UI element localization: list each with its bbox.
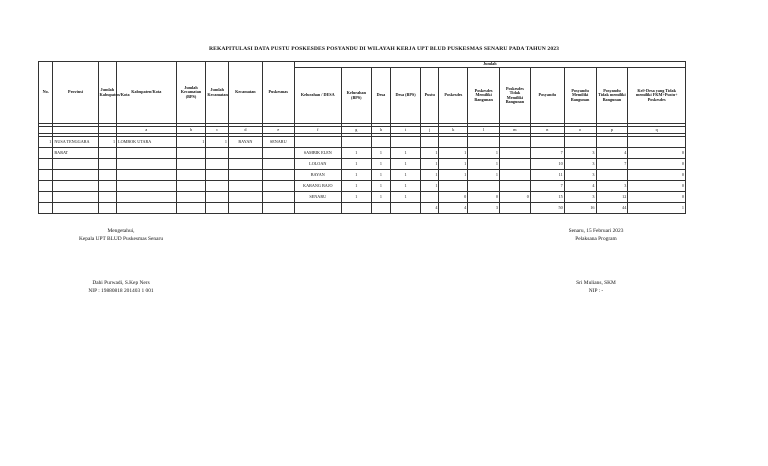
table-cell: 1 <box>420 170 438 181</box>
table-cell: 3 <box>468 203 500 214</box>
right-sig-name: Sri Mulians, SKM <box>576 280 616 286</box>
table-cell: LOMBOK UTARA <box>117 137 177 148</box>
table-cell <box>176 159 206 170</box>
table-cell <box>98 181 116 192</box>
column-header: Provinsi <box>53 62 98 124</box>
table-cell: 1 <box>439 159 468 170</box>
table-cell: 0 <box>468 192 500 203</box>
table-cell: 16 <box>564 203 596 214</box>
table-cell: 3 <box>564 159 596 170</box>
table-cell <box>564 137 596 148</box>
right-sig-date: Senaru, 15 Februari 2023 <box>568 228 624 234</box>
table-row <box>39 159 686 170</box>
left-sig-nip: NIP : 19880818 201403 1 001 <box>88 287 154 294</box>
table-cell: 15 <box>530 192 564 203</box>
table-cell <box>500 170 531 181</box>
table-cell <box>341 137 371 148</box>
left-signature-block <box>56 228 186 295</box>
table-cell <box>468 137 500 148</box>
table-cell <box>117 170 177 181</box>
table-cell <box>117 203 177 214</box>
table-cell: KARANG BAJO <box>294 181 341 192</box>
table-cell: BARAT <box>53 148 98 159</box>
table-cell <box>468 181 500 192</box>
table-cell: 11 <box>530 170 564 181</box>
column-header: Kelurahan (BPS) <box>341 68 371 124</box>
table-cell <box>206 203 229 214</box>
table-cell <box>294 137 341 148</box>
table-cell <box>53 159 98 170</box>
column-letter: m <box>500 127 531 134</box>
table-cell: 7 <box>530 181 564 192</box>
table-cell <box>176 181 206 192</box>
table-cell: 1 <box>391 159 421 170</box>
table-cell: BAYAN <box>228 137 262 148</box>
table-cell: 1 <box>98 137 116 148</box>
table-cell: 0 <box>628 148 686 159</box>
table-cell: 1 <box>420 148 438 159</box>
column-letter: d <box>228 127 262 134</box>
table-row <box>39 148 686 159</box>
table-cell <box>39 159 53 170</box>
table-cell <box>341 203 371 214</box>
table-cell <box>500 181 531 192</box>
table-cell: 1 <box>391 192 421 203</box>
column-letter: l <box>468 127 500 134</box>
table-cell: NUSA TENGGARA <box>53 137 98 148</box>
report-title: REKAPITULASI DATA PUSTU POSKESDES POSYANDU DI WILAYAH KERJA UPT BLUD PUSKESMAS SENARU PADA TAHUN 2023 <box>208 46 560 52</box>
table-cell <box>262 159 294 170</box>
table-cell: 1 <box>391 170 421 181</box>
table-cell: BAYAN <box>294 170 341 181</box>
table-cell <box>98 148 116 159</box>
column-header: Poskesdes Memiliki Bangunan <box>468 68 500 124</box>
table-cell <box>176 192 206 203</box>
table-cell <box>117 159 177 170</box>
table-row <box>39 170 686 181</box>
table-cell: 50 <box>530 203 564 214</box>
table-cell <box>439 137 468 148</box>
table-cell: SENARU <box>294 192 341 203</box>
table-cell: 4 <box>564 181 596 192</box>
table-cell: 1 <box>39 137 53 148</box>
table-cell <box>53 170 98 181</box>
left-sig-name: Dahi Purwadi, S.Kep Ners <box>92 280 150 286</box>
table-cell <box>39 203 53 214</box>
column-letter: a <box>117 127 177 134</box>
table-row <box>39 192 686 203</box>
table-cell <box>500 137 531 148</box>
table-cell <box>117 148 177 159</box>
table-cell: SAMBIK ELEN <box>294 148 341 159</box>
table-cell <box>206 181 229 192</box>
table-cell: 7 <box>596 159 628 170</box>
left-sig-ack: Mengetahui, <box>107 228 135 234</box>
table-cell <box>206 192 229 203</box>
table-cell: 1 <box>439 170 468 181</box>
column-letter <box>98 127 116 134</box>
column-letter: b <box>176 127 206 134</box>
table-cell <box>596 170 628 181</box>
table-cell <box>39 181 53 192</box>
column-header: Kecamatan <box>228 62 262 124</box>
table-cell: 1 <box>371 192 391 203</box>
column-header: Pustu <box>420 68 438 124</box>
table-cell <box>117 181 177 192</box>
table-cell: 1 <box>341 170 371 181</box>
table-cell <box>420 192 438 203</box>
column-letter: p <box>596 127 628 134</box>
table-cell: 1 <box>628 203 686 214</box>
column-header: No. <box>39 62 53 124</box>
table-cell <box>176 170 206 181</box>
right-signature-block <box>556 228 636 295</box>
table-cell <box>206 148 229 159</box>
column-header: Kelurahan / DESA <box>294 68 341 124</box>
table-cell: LOLOAN <box>294 159 341 170</box>
table-cell <box>98 203 116 214</box>
column-header: Posyandu Memiliki Bangunan <box>564 68 596 124</box>
column-header: Desa <box>371 68 391 124</box>
column-header: Kabupaten/Kota <box>117 62 177 124</box>
column-letter: e <box>262 127 294 134</box>
letter-row <box>39 127 686 134</box>
table-cell: 3 <box>596 181 628 192</box>
table-cell: 1 <box>439 148 468 159</box>
table-cell: 1 <box>391 181 421 192</box>
table-cell: 0 <box>628 192 686 203</box>
table-cell <box>206 159 229 170</box>
table-cell: 1 <box>341 148 371 159</box>
table-cell: 0 <box>439 192 468 203</box>
table-cell: 3 <box>564 192 596 203</box>
table-cell: 4 <box>420 203 438 214</box>
table-cell <box>500 159 531 170</box>
table-cell <box>98 170 116 181</box>
table-row <box>39 137 686 148</box>
column-header: Posyandu Tidak memiliki Bangunan <box>596 68 628 124</box>
table-cell <box>262 192 294 203</box>
table-cell: 1 <box>341 181 371 192</box>
table-row <box>39 203 686 214</box>
table-cell <box>628 137 686 148</box>
table-cell: 1 <box>468 159 500 170</box>
table-cell <box>39 148 53 159</box>
column-letter: f <box>294 127 341 134</box>
column-header: Poskesdes Tidak Memiliki Bangunan <box>500 68 531 124</box>
table-cell: 4 <box>439 203 468 214</box>
table-cell: 1 <box>371 181 391 192</box>
table-cell <box>228 148 262 159</box>
column-header: Desa (BPS) <box>391 68 421 124</box>
table-row <box>39 181 686 192</box>
column-letter: h <box>371 127 391 134</box>
table-cell: 0 <box>628 181 686 192</box>
table-cell <box>228 159 262 170</box>
table-cell <box>228 192 262 203</box>
right-sig-nip: NIP : - <box>588 287 604 294</box>
table-cell <box>500 203 531 214</box>
recap-table <box>38 61 686 214</box>
table-cell: 1 <box>468 148 500 159</box>
table-cell: 1 <box>371 148 391 159</box>
table-cell: 0 <box>500 192 531 203</box>
table-cell <box>391 137 421 148</box>
column-letter: c <box>206 127 229 134</box>
table-cell: 0 <box>628 170 686 181</box>
table-cell: 44 <box>596 203 628 214</box>
table-cell <box>500 148 531 159</box>
table-cell: 3 <box>564 148 596 159</box>
table-cell <box>262 170 294 181</box>
table-cell: 3 <box>564 170 596 181</box>
table-cell: 10 <box>530 159 564 170</box>
table-cell <box>294 203 341 214</box>
column-header: Posyandu <box>530 68 564 124</box>
column-letter: i <box>391 127 421 134</box>
table-cell <box>53 203 98 214</box>
column-header: Jumlah Kecamatan (BPS) <box>176 62 206 124</box>
left-sig-position: Kepala UPT BLUD Puskesmas Senaru <box>78 235 164 242</box>
table-cell: 1 <box>371 170 391 181</box>
table-cell <box>206 170 229 181</box>
table-cell <box>98 192 116 203</box>
table-cell <box>117 192 177 203</box>
table-cell: 1 <box>391 148 421 159</box>
table-cell: 1 <box>206 137 229 148</box>
column-header: Kel+Desa yang Tidak memiliki FKM+Pustu+ Poskesdes <box>628 68 686 124</box>
column-letter: n <box>530 127 564 134</box>
column-header: Puskesmas <box>262 62 294 124</box>
table-cell <box>176 148 206 159</box>
table-cell <box>530 137 564 148</box>
table-cell <box>98 159 116 170</box>
table-cell <box>439 181 468 192</box>
table-cell <box>228 170 262 181</box>
table-cell <box>262 148 294 159</box>
table-cell <box>391 203 421 214</box>
table-cell <box>262 181 294 192</box>
table-cell <box>228 181 262 192</box>
table-cell <box>53 181 98 192</box>
table-cell <box>420 137 438 148</box>
table-cell <box>262 203 294 214</box>
column-header: Jumlah Kabupaten/Kota <box>98 62 116 124</box>
column-letter: g <box>341 127 371 134</box>
table-cell <box>596 137 628 148</box>
column-letter: o <box>564 127 596 134</box>
table-cell <box>228 203 262 214</box>
table-cell: 1 <box>176 137 206 148</box>
column-letter: j <box>420 127 438 134</box>
table-cell <box>53 192 98 203</box>
table-cell: 7 <box>530 148 564 159</box>
column-letter <box>39 127 53 134</box>
column-letter: q <box>628 127 686 134</box>
table-cell: SENARU <box>262 137 294 148</box>
table-cell: 1 <box>420 181 438 192</box>
column-header: Poskesdes <box>439 68 468 124</box>
right-sig-position: Pelaksana Program <box>575 235 617 242</box>
table-cell <box>371 137 391 148</box>
column-letter: k <box>439 127 468 134</box>
table-cell: 1 <box>468 170 500 181</box>
table-cell: 4 <box>596 148 628 159</box>
table-cell <box>39 192 53 203</box>
table-cell: 12 <box>596 192 628 203</box>
table-cell: 1 <box>341 192 371 203</box>
table-cell: 1 <box>420 159 438 170</box>
group-header: Jumlah <box>294 62 685 68</box>
table-cell <box>176 203 206 214</box>
table-cell: 1 <box>341 159 371 170</box>
table-cell <box>371 203 391 214</box>
column-header: Jumlah Kecamatan <box>206 62 229 124</box>
table-cell: 0 <box>628 159 686 170</box>
table-cell: 1 <box>371 159 391 170</box>
table-cell <box>39 170 53 181</box>
column-letter <box>53 127 98 134</box>
